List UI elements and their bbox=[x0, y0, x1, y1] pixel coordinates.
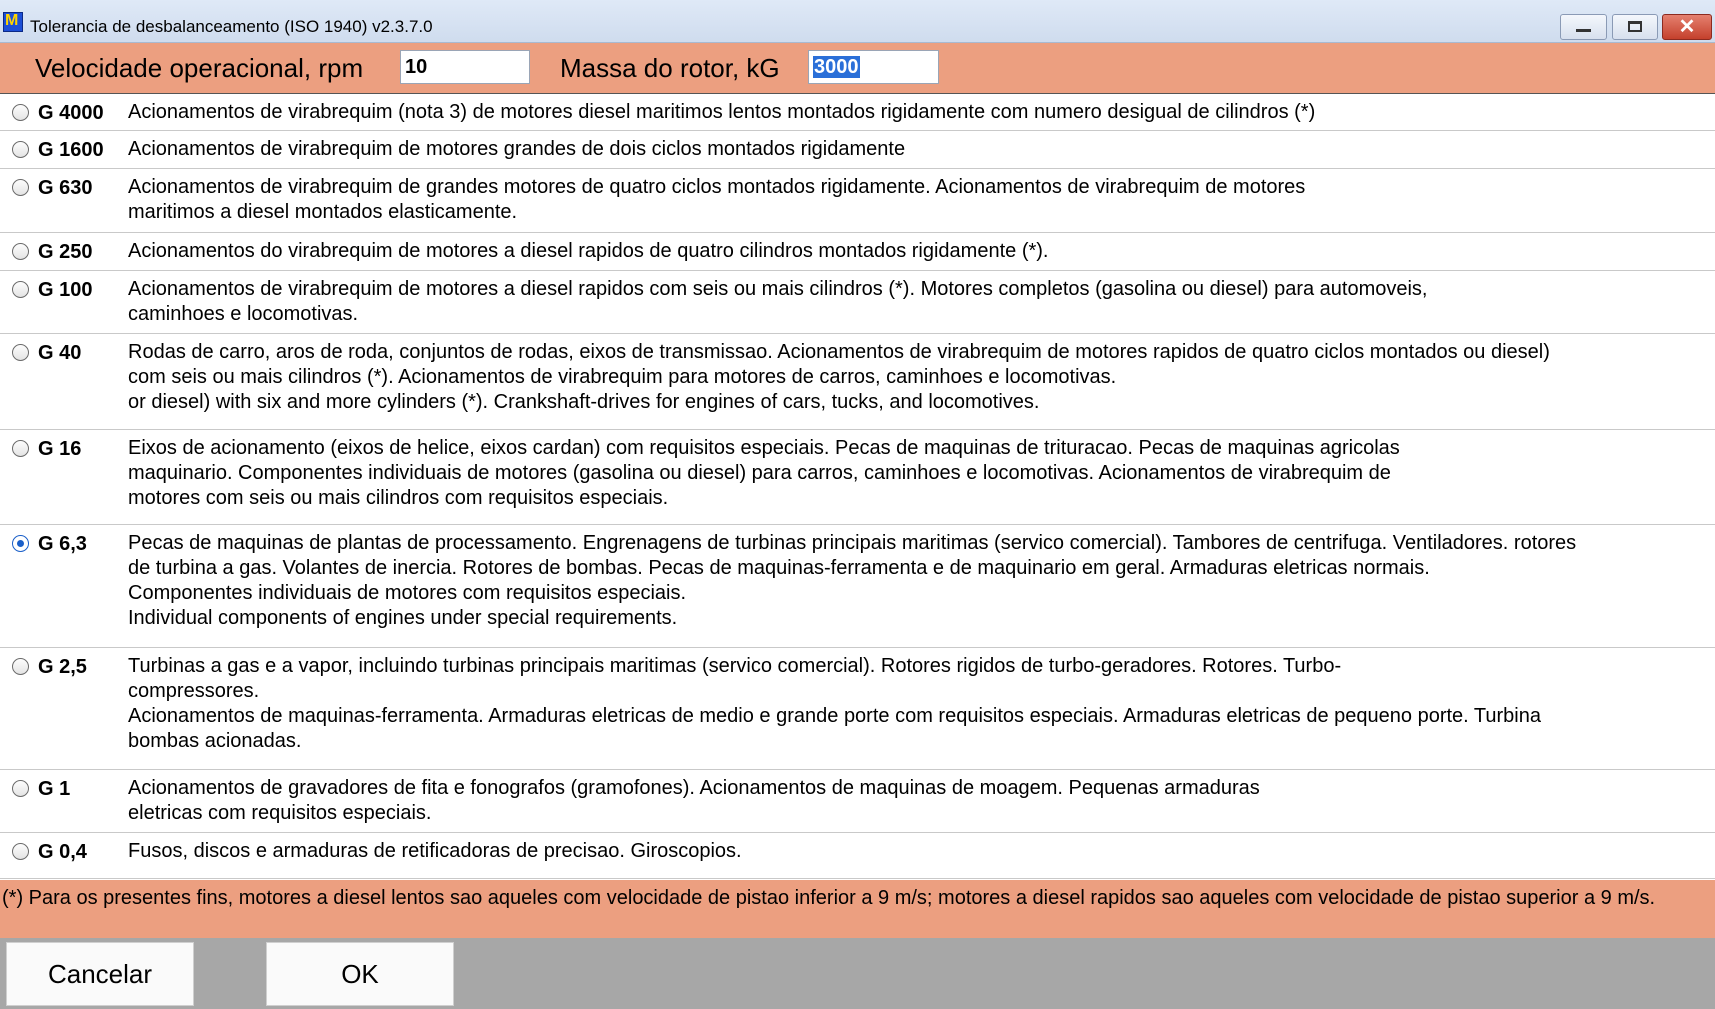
grade-description: Pecas de maquinas de plantas de processamento. Engrenagens de turbinas principais maritimas (servico comercial). Tambores de centrifuga. Ventiladores. rotores de turbina a gas. Volantes de inercia. Rotores de bombas. Pecas de maquinas-ferramenta e de maquinario em geral. Armaduras eletricas normais. Componentes individuais de motores com requisitos especiais. Individual components of engines under special requirements. bbox=[128, 532, 1577, 629]
grade-row[interactable] bbox=[0, 648, 1715, 770]
minimize-icon bbox=[1576, 29, 1591, 32]
grade-label: G 0,4 bbox=[38, 841, 87, 863]
grade-row[interactable] bbox=[0, 334, 1715, 430]
grade-description: Acionamentos de gravadores de fita e fonografos (gramofones). Acionamentos de maquinas de moagem. Pequenas armaduras eletricas com requisitos especiais. bbox=[128, 777, 1260, 824]
grade-label: G 250 bbox=[38, 241, 93, 263]
grade-label: G 100 bbox=[38, 279, 93, 301]
grade-label: G 16 bbox=[38, 438, 82, 460]
grade-row[interactable] bbox=[0, 770, 1715, 833]
grade-radio-button[interactable] bbox=[12, 281, 29, 298]
grade-radio-button[interactable] bbox=[12, 104, 29, 121]
grade-row[interactable] bbox=[0, 271, 1715, 334]
grade-radio-button[interactable] bbox=[12, 344, 29, 361]
grade-label: G 40 bbox=[38, 342, 82, 364]
grade-description: Eixos de acionamento (eixos de helice, eixos cardan) com requisitos especiais. Pecas de maquinas de trituracao. Pecas de maquinas agricolas maquinario. Componentes individuais de motores (gasolina ou diesel) para carros, caminhoes e locomotivas. Acionamentos de virabrequim de motores com seis ou mais cilindros com requisitos especiais. bbox=[128, 437, 1400, 509]
close-button[interactable] bbox=[1662, 14, 1712, 40]
grade-label: G 6,3 bbox=[38, 533, 87, 555]
speed-input[interactable] bbox=[400, 50, 530, 84]
grade-radio-button[interactable] bbox=[12, 658, 29, 675]
grade-radio-button[interactable] bbox=[12, 780, 29, 797]
footnote: (*) Para os presentes fins, motores a diesel lentos sao aqueles com velocidade de pistao inferior a 9 m/s; motores a diesel rapidos sao aqueles com velocidade de pistao superior a 9 m/s. bbox=[0, 880, 1715, 938]
close-icon: ✕ bbox=[1678, 16, 1696, 38]
grade-description: Acionamentos de virabrequim (nota 3) de motores diesel maritimos lentos montados rigidamente com numero desigual de cilindros (*) bbox=[128, 101, 1316, 123]
grade-description: Acionamentos do virabrequim de motores a diesel rapidos de quatro cilindros montados rigidamente (*). bbox=[128, 240, 1049, 262]
grade-label: G 4000 bbox=[38, 102, 104, 124]
grade-radio-button[interactable] bbox=[12, 243, 29, 260]
grade-radio-button[interactable] bbox=[12, 843, 29, 860]
grade-radio-button[interactable] bbox=[12, 179, 29, 196]
grade-description: Turbinas a gas e a vapor, incluindo turbinas principais maritimas (servico comercial). Rotores rigidos de turbo-geradores. Rotores. Turbo- compressores. Acionamentos de maquinas-ferramenta. Armaduras eletricas de medio e grande porte com requisitos especiais. Armaduras eletricas de pequeno porte. Turbina bombas acionadas. bbox=[128, 655, 1541, 752]
minimize-button[interactable] bbox=[1560, 14, 1607, 40]
grade-radio-button[interactable] bbox=[12, 535, 29, 552]
button-bar bbox=[0, 938, 1715, 1009]
grade-radio-button[interactable] bbox=[12, 141, 29, 158]
grade-label: G 1 bbox=[38, 778, 71, 800]
grade-description: Fusos, discos e armaduras de retificadoras de precisao. Giroscopios. bbox=[128, 840, 742, 862]
grade-row[interactable] bbox=[0, 430, 1715, 525]
grade-label: G 2,5 bbox=[38, 656, 87, 678]
speed-label: Velocidade operacional, rpm bbox=[35, 53, 364, 83]
mass-label: Massa do rotor, kG bbox=[560, 53, 780, 83]
grade-label: G 630 bbox=[38, 177, 93, 199]
grade-row[interactable] bbox=[0, 131, 1715, 169]
title-bar bbox=[0, 0, 1715, 43]
ok-button[interactable]: OK bbox=[266, 942, 454, 1006]
grade-row[interactable] bbox=[0, 93, 1715, 131]
mass-input[interactable] bbox=[808, 50, 939, 84]
grade-description: Acionamentos de virabrequim de motores grandes de dois ciclos montados rigidamente bbox=[128, 138, 906, 160]
app-logo-icon bbox=[3, 12, 23, 32]
grade-label: G 1600 bbox=[38, 139, 104, 161]
maximize-icon bbox=[1628, 21, 1642, 32]
speed-value: 10 bbox=[405, 56, 428, 78]
cancel-button[interactable]: Cancelar bbox=[6, 942, 194, 1006]
window-title: Tolerancia de desbalanceamento (ISO 1940) v2.3.7.0 bbox=[30, 17, 433, 36]
mass-value: 3000 bbox=[814, 56, 859, 78]
grade-row[interactable] bbox=[0, 833, 1715, 879]
grade-row[interactable] bbox=[0, 169, 1715, 233]
grade-row[interactable] bbox=[0, 525, 1715, 648]
grade-description: Rodas de carro, aros de roda, conjuntos de rodas, eixos de transmissao. Acionamentos de virabrequim de motores rapidos de quatro ciclos montados ou diesel) com seis ou mais cilindros (*). Acionamentos de virabrequim para motores de carros, caminhoes e locomotivas. or diesel) with six and more cylinders (*). Crankshaft-drives for engines of cars, tucks, and locomotives. bbox=[128, 341, 1550, 413]
app-logo-letter: M bbox=[5, 12, 19, 29]
grade-list bbox=[0, 93, 1715, 879]
grade-radio-button[interactable] bbox=[12, 440, 29, 457]
grade-row[interactable] bbox=[0, 233, 1715, 271]
maximize-button[interactable] bbox=[1612, 14, 1658, 40]
grade-description: Acionamentos de virabrequim de grandes motores de quatro ciclos montados rigidamente. Acionamentos de virabrequim de motores maritimos a diesel montados elasticamente. bbox=[128, 176, 1306, 223]
grade-description: Acionamentos de virabrequim de motores a diesel rapidos com seis ou mais cilindros (*). Motores completos (gasolina ou diesel) para automoveis, caminhoes e locomotivas. bbox=[128, 278, 1428, 325]
parameters-bar bbox=[0, 43, 1715, 93]
